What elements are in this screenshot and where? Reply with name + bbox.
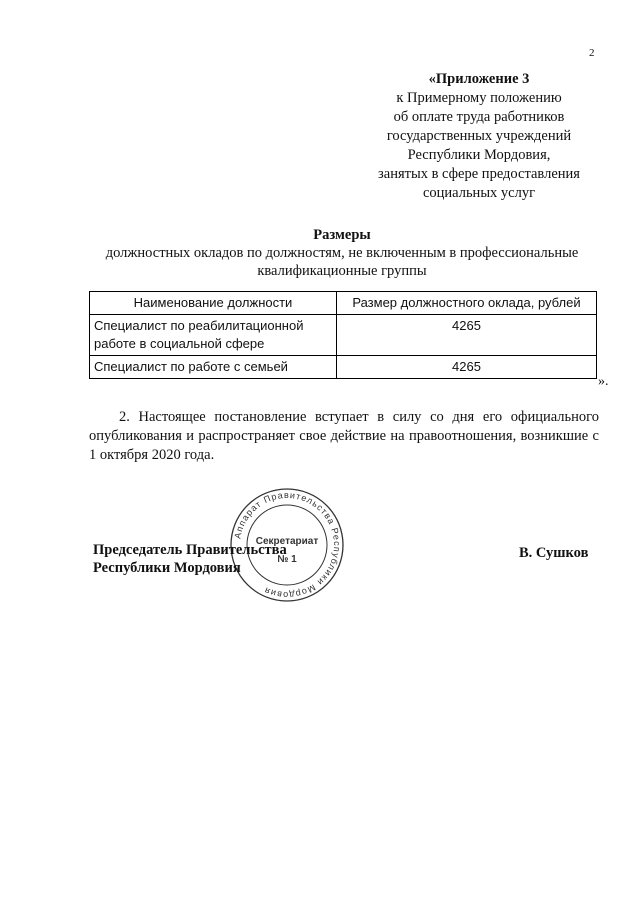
- position-name: Специалист по работе с семьей: [90, 356, 337, 379]
- signer-position: [93, 541, 287, 577]
- appendix-line: занятых в сфере предоставления: [378, 166, 580, 182]
- heading-subtitle: должностных окладов по должностям, не включенным в профессиональные квалификационные группы: [105, 245, 579, 279]
- effective-date-paragraph: [89, 408, 599, 465]
- signer-name: В. Сушков: [519, 545, 589, 561]
- table-header-row: [90, 292, 597, 315]
- salary-value: 4265: [337, 356, 597, 379]
- paragraph-text: 2. Настоящее постановление вступает в силу со дня его официального опубликования и распространяет свое действие на правоотношения, возникшие с 1 октября 2020 года.: [89, 409, 599, 463]
- column-header-position: Наименование должности: [90, 292, 337, 315]
- table-row: [90, 315, 597, 356]
- svg-text:№ 1: № 1: [277, 554, 297, 565]
- signer-position-line: Республики Мордовия: [93, 560, 241, 576]
- svg-text:Секретариат: Секретариат: [255, 536, 319, 547]
- appendix-line: к Примерному положению: [396, 90, 562, 106]
- appendix-line: Республики Мордовия,: [407, 147, 551, 163]
- salary-value: 4265: [337, 315, 597, 356]
- appendix-line: об оплате труда работников: [393, 109, 565, 125]
- table-row: [90, 356, 597, 379]
- position-name: Специалист по реабилитационной работе в социальной сфере: [90, 315, 337, 356]
- column-header-salary: Размер должностного оклада, рублей: [337, 292, 597, 315]
- closing-quote: ».: [598, 374, 609, 389]
- document-heading: [80, 226, 604, 280]
- appendix-line: государственных учреждений: [386, 128, 572, 144]
- appendix-title: «Приложение 3: [428, 71, 530, 87]
- heading-title: Размеры: [313, 227, 371, 243]
- salary-table: [89, 291, 597, 379]
- appendix-header: [360, 70, 598, 203]
- appendix-line: социальных услуг: [422, 185, 536, 201]
- page-number: 2: [589, 47, 595, 59]
- svg-text:Аппарат Правительства Республи: Аппарат Правительства Республики Мордовия: [232, 489, 343, 601]
- signer-position-line: Председатель Правительства: [93, 542, 287, 558]
